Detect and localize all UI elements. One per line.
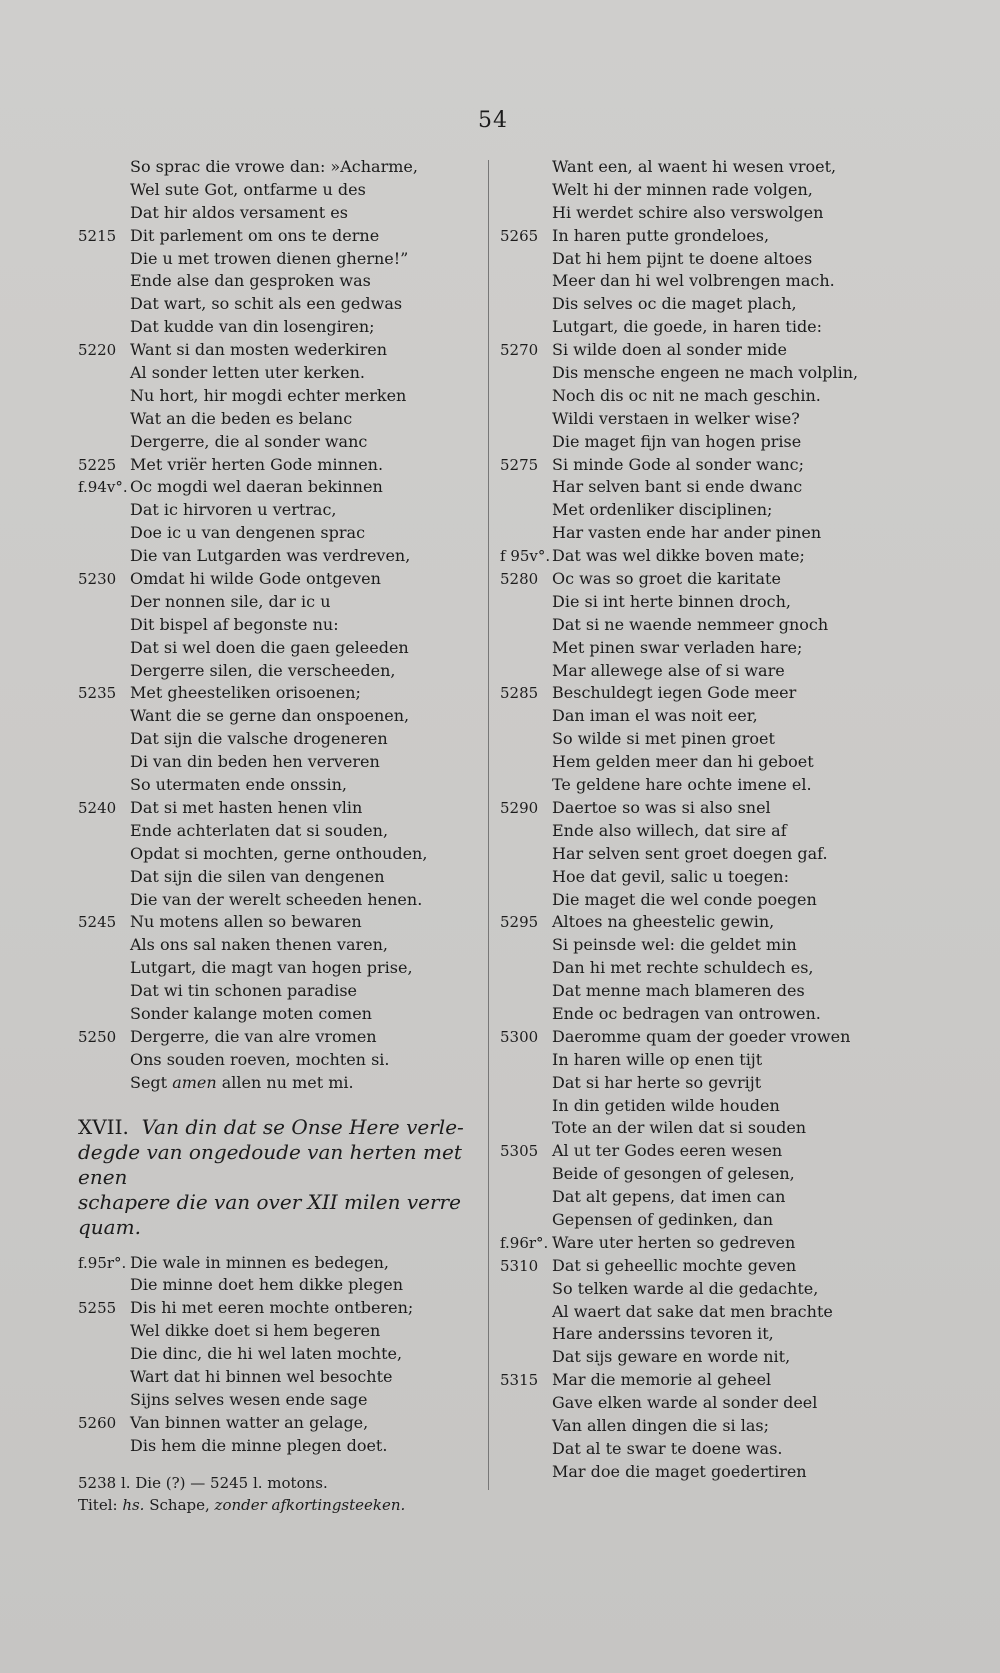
line-number: 5250: [78, 1027, 117, 1046]
verse-line: [78, 476, 468, 499]
verse-text: Die wale in minnen es bedegen,: [130, 1252, 389, 1272]
verse-text: Dis selves oc die maget plach,: [552, 294, 797, 314]
verse-line: [500, 1026, 900, 1049]
verse-text: Die van der werelt scheeden henen.: [130, 889, 423, 909]
verse-text: Al ut ter Godes eeren wesen: [552, 1141, 783, 1161]
verse-line: [500, 843, 900, 866]
verse-line: [500, 545, 900, 568]
line-number: 5245: [78, 913, 117, 932]
line-number: 5290: [500, 798, 539, 817]
verse-text: Hare anderssins tevoren it,: [552, 1324, 774, 1344]
verse-text: Dat wart, so schit als een gedwas: [130, 294, 403, 314]
verse-line: [78, 385, 468, 408]
verse-text: Gave elken warde al sonder deel: [552, 1393, 818, 1413]
verse-line: [500, 980, 900, 1003]
verse-line: [500, 1095, 900, 1118]
verse-line: [500, 1461, 900, 1484]
verse-line: [500, 248, 900, 271]
verse-line: [78, 797, 468, 820]
verse-line: [78, 293, 468, 316]
footnotes: [78, 1472, 468, 1518]
footnote-italic: zonder afkortingsteeken.: [214, 1496, 406, 1515]
verse-text: Dergerre, die van alre vromen: [130, 1026, 377, 1046]
chapter-title-line-2: degde van ongedoude van herten met enen: [78, 1139, 462, 1189]
line-number: 5220: [78, 341, 117, 360]
line-number: 5235: [78, 684, 117, 703]
line-number: 5255: [78, 1299, 117, 1318]
verse-line: [500, 225, 900, 248]
verse-line: [500, 316, 900, 339]
verse-text: Gepensen of gedinken, dan: [552, 1209, 774, 1229]
verse-line: [500, 1278, 900, 1301]
verse-line: [500, 1186, 900, 1209]
verse-text: Beschuldegt iegen Gode meer: [552, 683, 797, 703]
verse-line: [78, 866, 468, 889]
verse-line: [78, 431, 468, 454]
verse-text: Dis mensche engeen ne mach volplin,: [552, 363, 859, 383]
verse-text: Dergerre silen, die verscheeden,: [130, 660, 396, 680]
verse-text: Mar doe die maget goedertiren: [552, 1461, 807, 1481]
verse-line: [500, 1140, 900, 1163]
verse-text: Dergerre, die al sonder wanc: [130, 431, 368, 451]
verse-text: So utermaten ende onssin,: [130, 775, 347, 795]
verse-line: [78, 202, 468, 225]
verse-text: Si wilde doen al sonder mide: [552, 340, 787, 360]
verse-text: Dan iman el was noit eer,: [552, 706, 758, 726]
verse-line: [78, 682, 468, 705]
line-number: 5270: [500, 341, 539, 360]
verse-text: Ware uter herten so gedreven: [552, 1232, 796, 1252]
verse-text: Dat si geheellic mochte geven: [552, 1255, 797, 1275]
verse-text-part: Segt: [130, 1072, 173, 1092]
verse-text: Want die se gerne dan onspoenen,: [130, 706, 410, 726]
verse-text: Dat sijs geware en worde nit,: [552, 1347, 791, 1367]
line-number: 5265: [500, 226, 539, 245]
verse-line: [500, 774, 900, 797]
verse-line: [500, 820, 900, 843]
verse-line: [500, 911, 900, 934]
line-number: 5300: [500, 1027, 539, 1046]
verse-text: Dat hi hem pijnt te doene altoes: [552, 248, 813, 268]
verse-line: [78, 774, 468, 797]
line-number: 5215: [78, 226, 117, 245]
verse-text: Welt hi der minnen rade volgen,: [552, 179, 813, 199]
line-number: 5285: [500, 684, 539, 703]
verse-text: So sprac die vrowe dan: »Acharme,: [130, 157, 418, 176]
verse-line: [78, 637, 468, 660]
verse-line: [500, 1346, 900, 1369]
verse-text: Dat alt gepens, dat imen can: [552, 1187, 786, 1207]
verse-line: [500, 957, 900, 980]
verse-text: Har selven bant si ende dwanc: [552, 477, 803, 497]
verse-text: Ons souden roeven, mochten si.: [130, 1049, 390, 1069]
verse-line: [500, 1232, 900, 1255]
verse-text: Altoes na gheestelic gewin,: [552, 912, 775, 932]
line-number: 5225: [78, 455, 117, 474]
verse-text: Met vriër herten Gode minnen.: [130, 454, 384, 474]
line-number: 5260: [78, 1413, 117, 1432]
verse-text: Omdat hi wilde Gode ontgeven: [130, 569, 381, 589]
footnote-2: [78, 1494, 468, 1517]
verse-line: [78, 1435, 468, 1458]
verse-text-part: allen nu met mi.: [216, 1072, 354, 1092]
verse-text: Si minde Gode al sonder wanc;: [552, 454, 804, 474]
verse-text: Daertoe so was si also snel: [552, 797, 771, 817]
line-number: 5280: [500, 570, 539, 589]
verse-line: [78, 591, 468, 614]
verse-line: [500, 1003, 900, 1026]
page-number: 54: [478, 108, 508, 133]
line-number: f.94v°.: [78, 478, 128, 497]
verse-text: Meer dan hi wel volbrengen mach.: [552, 271, 835, 291]
verse-line: [78, 957, 468, 980]
verse-text: Mar die memorie al geheel: [552, 1370, 772, 1390]
verse-line: [78, 248, 468, 271]
verse-text: Har vasten ende har ander pinen: [552, 523, 822, 543]
right-verse-block: [500, 156, 900, 1484]
verse-line: [78, 1252, 468, 1275]
verse-text: Wat an die beden es belanc: [130, 408, 353, 428]
line-number: 5295: [500, 913, 539, 932]
verse-text: In din getiden wilde houden: [552, 1095, 780, 1115]
footnote-italic: hs.: [122, 1496, 145, 1515]
verse-text: Die si int herte binnen droch,: [552, 591, 791, 611]
verse-line: [78, 843, 468, 866]
verse-text: Al waert dat sake dat men brachte: [552, 1301, 833, 1321]
verse-line: [500, 385, 900, 408]
verse-line: [500, 476, 900, 499]
line-number: 5230: [78, 570, 117, 589]
verse-line: [500, 568, 900, 591]
verse-line: [500, 614, 900, 637]
verse-line: [500, 660, 900, 683]
footnote-text: Titel:: [78, 1496, 123, 1515]
verse-text: Har selven sent groet doegen gaf.: [552, 843, 828, 863]
verse-text: Dis hem die minne plegen doet.: [130, 1435, 388, 1455]
chapter-title-line-3: schapere die van over XII milen verre quam.: [78, 1189, 461, 1239]
verse-text: Met ordenliker disciplinen;: [552, 500, 773, 520]
verse-line: [500, 1415, 900, 1438]
verse-line: [78, 934, 468, 957]
verse-text: Wel sute Got, ontfarme u des: [130, 179, 366, 199]
verse-line: [78, 820, 468, 843]
verse-text: Dit parlement om ons te derne: [130, 225, 380, 245]
verse-text: Hi werdet schire also verswolgen: [552, 202, 824, 222]
verse-text: So telken warde al die gedachte,: [552, 1278, 819, 1298]
verse-line: [78, 1389, 468, 1412]
verse-text: So wilde si met pinen groet: [552, 729, 775, 749]
verse-line: [500, 1117, 900, 1140]
verse-line: [78, 1072, 468, 1095]
verse-text: Wel dikke doet si hem begeren: [130, 1321, 381, 1341]
verse-text: Beide of gesongen of gelesen,: [552, 1164, 795, 1184]
verse-text: Van binnen watter an gelage,: [130, 1412, 369, 1432]
line-number: 5315: [500, 1371, 539, 1390]
verse-text: Als ons sal naken thenen varen,: [130, 935, 389, 955]
verse-text: Dat si wel doen die gaen geleeden: [130, 637, 409, 657]
verse-text: Nu motens allen so bewaren: [130, 912, 362, 932]
verse-line: [500, 270, 900, 293]
verse-line: [78, 1026, 468, 1049]
verse-line: [78, 1003, 468, 1026]
verse-line: [78, 614, 468, 637]
verse-line: [500, 728, 900, 751]
verse-text: Oc mogdi wel daeran bekinnen: [130, 477, 383, 497]
verse-line: [500, 1163, 900, 1186]
line-number: 5240: [78, 798, 117, 817]
verse-text: Te geldene hare ochte imene el.: [552, 775, 812, 795]
footnote-1: [78, 1472, 468, 1495]
verse-text: Der nonnen sile, dar ic u: [130, 591, 331, 611]
verse-text: Die minne doet hem dikke plegen: [130, 1275, 403, 1295]
verse-line: [500, 408, 900, 431]
verse-line: [78, 408, 468, 431]
verse-text: Dat ic hirvoren u vertrac,: [130, 500, 337, 520]
verse-text: Ende achterlaten dat si souden,: [130, 820, 389, 840]
verse-line: [78, 270, 468, 293]
verse-line: [78, 179, 468, 202]
verse-text: Dat hir aldos versament es: [130, 202, 348, 222]
verse-text: Dat kudde van din losengiren;: [130, 317, 375, 337]
verse-line: [500, 1392, 900, 1415]
verse-line: [500, 293, 900, 316]
line-number: 5305: [500, 1142, 539, 1161]
verse-line: [500, 934, 900, 957]
verse-line: [78, 454, 468, 477]
verse-line: [500, 522, 900, 545]
verse-text: Ende oc bedragen van ontrowen.: [552, 1003, 821, 1023]
verse-line: [78, 1412, 468, 1435]
line-number: 5275: [500, 455, 539, 474]
verse-text: Dat sijn die silen van dengenen: [130, 866, 385, 886]
verse-line: [500, 889, 900, 912]
verse-line: [78, 362, 468, 385]
left-column: [78, 156, 468, 1517]
verse-line: [78, 1274, 468, 1297]
left-verse-block-a: [78, 156, 468, 1072]
verse-line: [500, 499, 900, 522]
line-number: f.96r°.: [500, 1233, 549, 1252]
verse-text: Al sonder letten uter kerken.: [130, 363, 365, 383]
verse-line: [500, 1323, 900, 1346]
verse-text: Di van din beden hen ververen: [130, 752, 380, 772]
verse-text: [130, 1072, 354, 1095]
verse-text: Dan hi met rechte schuldech es,: [552, 958, 814, 978]
line-number: f.95r°.: [78, 1253, 127, 1272]
verse-line: [78, 545, 468, 568]
verse-text: Dat sijn die valsche drogeneren: [130, 729, 388, 749]
verse-line: [78, 316, 468, 339]
verse-line: [78, 980, 468, 1003]
verse-line: [78, 751, 468, 774]
verse-text: Wart dat hi binnen wel besochte: [130, 1366, 393, 1386]
verse-text: Opdat si mochten, gerne onthouden,: [130, 843, 428, 863]
verse-text: Want een, al waent hi wesen vroet,: [552, 157, 837, 176]
verse-text: Dat si met hasten henen vlin: [130, 797, 363, 817]
verse-text: Dis hi met eeren mochte ontberen;: [130, 1298, 414, 1318]
verse-text: Die maget fijn van hogen prise: [552, 431, 802, 451]
verse-line: [500, 202, 900, 225]
verse-text: Want si dan mosten wederkiren: [130, 340, 388, 360]
footnote-text: Schape,: [144, 1496, 215, 1515]
verse-line: [78, 499, 468, 522]
verse-text: Hoe dat gevil, salic u toegen:: [552, 866, 789, 886]
verse-text: Dat al te swar te doene was.: [552, 1438, 783, 1458]
verse-line: [78, 911, 468, 934]
verse-line: [500, 705, 900, 728]
verse-line: [500, 797, 900, 820]
verse-line: [500, 1255, 900, 1278]
verse-text: Dat si ne waende nemmeer gnoch: [552, 614, 829, 634]
verse-text-italic: amen: [172, 1072, 217, 1092]
verse-line: [500, 339, 900, 362]
verse-text: Met pinen swar verladen hare;: [552, 637, 803, 657]
verse-line: [78, 728, 468, 751]
chapter-number: XVII.: [78, 1114, 129, 1139]
verse-line: [78, 1343, 468, 1366]
verse-text: Die maget die wel conde poegen: [552, 889, 817, 909]
verse-line: [78, 339, 468, 362]
verse-text: Die u met trowen dienen gherne!”: [130, 248, 409, 268]
verse-line: [500, 1369, 900, 1392]
line-number: f 95v°.: [500, 547, 551, 566]
left-verse-block-b: [78, 1252, 468, 1458]
verse-text: Ende alse dan gesproken was: [130, 271, 371, 291]
verse-text: Oc was so groet die karitate: [552, 569, 781, 589]
footnote-text: 5238 l. Die (?) — 5245 l. motons.: [78, 1473, 328, 1492]
verse-text: Ende also willech, dat sire af: [552, 820, 787, 840]
verse-line: [500, 637, 900, 660]
verse-text: Wildi verstaen in welker wise?: [552, 408, 800, 428]
verse-text: Si peinsde wel: die geldet min: [552, 935, 797, 955]
verse-line: [78, 522, 468, 545]
verse-line: [500, 1072, 900, 1095]
right-column: [500, 156, 900, 1484]
verse-text: Mar allewege alse of si ware: [552, 660, 785, 680]
verse-line: [78, 156, 468, 179]
verse-text: In haren wille op enen tijt: [552, 1049, 763, 1069]
verse-text: Lutgart, die magt van hogen prise,: [130, 958, 413, 978]
verse-line: [78, 568, 468, 591]
verse-line: [500, 179, 900, 202]
verse-text: Hem gelden meer dan hi geboet: [552, 752, 814, 772]
verse-text: Van allen dingen die si las;: [552, 1415, 769, 1435]
verse-line: [500, 682, 900, 705]
verse-line: [500, 1209, 900, 1232]
verse-text: Sijns selves wesen ende sage: [130, 1389, 368, 1409]
verse-line: [78, 705, 468, 728]
verse-line: [78, 1320, 468, 1343]
verse-line: [78, 225, 468, 248]
verse-line: [500, 454, 900, 477]
verse-line: [78, 1049, 468, 1072]
verse-line: [500, 1049, 900, 1072]
verse-text: Noch dis oc nit ne mach geschin.: [552, 385, 821, 405]
verse-line: [78, 1366, 468, 1389]
verse-text: Dat si har herte so gevrijt: [552, 1072, 762, 1092]
verse-text: Dat was wel dikke boven mate;: [552, 546, 805, 566]
verse-line: [500, 751, 900, 774]
verse-text: Dat menne mach blameren des: [552, 981, 805, 1001]
verse-line: [500, 156, 900, 179]
verse-line: [500, 591, 900, 614]
verse-text: Dat wi tin schonen paradise: [130, 981, 357, 1001]
verse-text: Doe ic u van dengenen sprac: [130, 523, 366, 543]
verse-line: [500, 362, 900, 385]
verse-text: Daeromme quam der goeder vrowen: [552, 1026, 851, 1046]
verse-line: [500, 1301, 900, 1324]
column-divider: [488, 160, 489, 1490]
chapter-title-line-1: Van din dat se Onse Here verle-: [141, 1114, 464, 1139]
verse-line: [500, 866, 900, 889]
chapter-heading: [78, 1115, 478, 1240]
verse-text: Met gheesteliken orisoenen;: [130, 683, 361, 703]
verse-text: Sonder kalange moten comen: [130, 1003, 372, 1023]
verse-text: Lutgart, die goede, in haren tide:: [552, 317, 823, 337]
verse-text: Dit bispel af begonste nu:: [130, 614, 339, 634]
verse-text: Die dinc, die hi wel laten mochte,: [130, 1344, 403, 1364]
verse-text: Tote an der wilen dat si souden: [552, 1118, 807, 1138]
verse-text: Die van Lutgarden was verdreven,: [130, 546, 411, 566]
verse-text: Nu hort, hir mogdi echter merken: [130, 385, 407, 405]
verse-line: [500, 431, 900, 454]
verse-line: [78, 1297, 468, 1320]
verse-line: [78, 889, 468, 912]
verse-text: In haren putte grondeloes,: [552, 225, 770, 245]
verse-line: [500, 1438, 900, 1461]
verse-line: [78, 660, 468, 683]
line-number: 5310: [500, 1256, 539, 1275]
